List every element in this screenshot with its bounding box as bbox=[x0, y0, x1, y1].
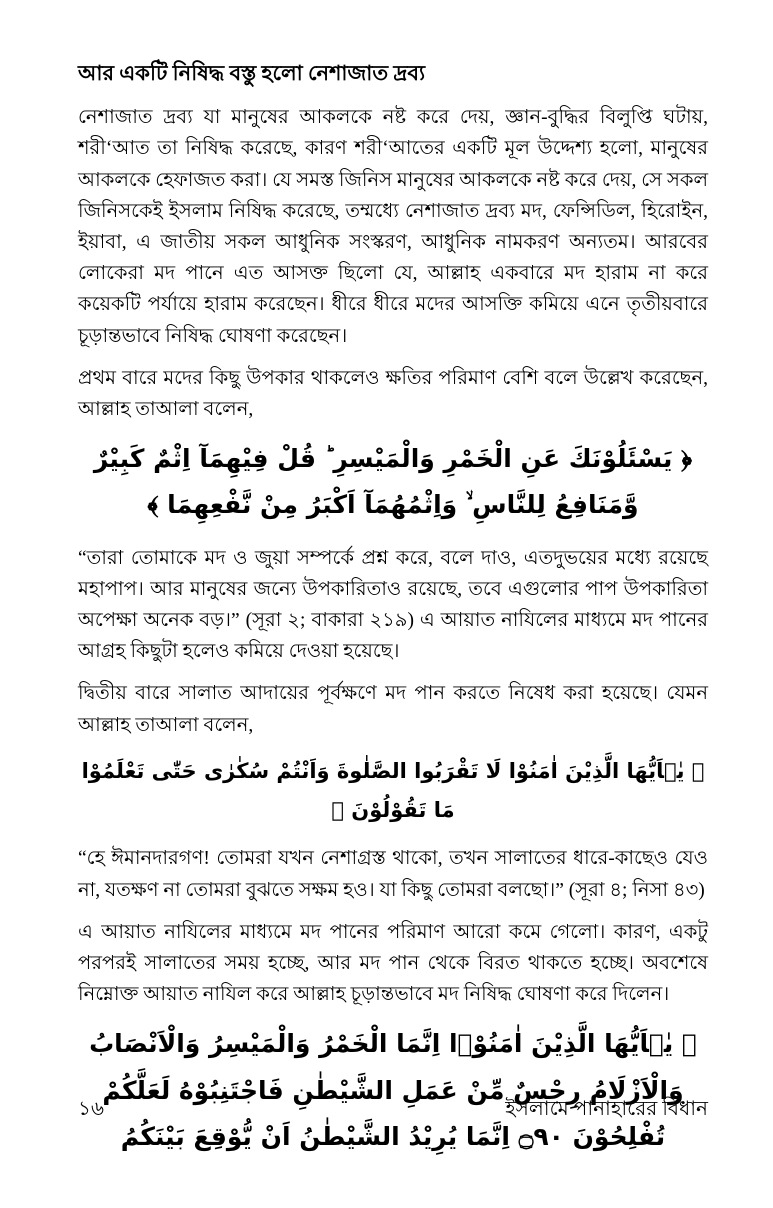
arabic-verse-nisa-43: ﴿ يٰۤاَيُّهَا الَّذِيْنَ اٰمَنُوْا لَا تَقْرَبُوا الصَّلٰوةَ وَاَنْتُمْ سُكٰرٰى حَتّٰى تَعْلَمُوْا مَا تَقُوْلُوْنَ ﴾ bbox=[81, 758, 705, 822]
running-title: ইসলামে পানাহারের বিধান bbox=[505, 1098, 708, 1120]
paragraph-baqarah-translation: “তারা তোমাকে মদ ও জুয়া সম্পর্কে প্রশ্ন করে, বলে দাও, এতদুভয়ের মধ্যে রয়েছে মহাপাপ। আর মানুষের জন্যে উপকারিতাও রয়েছে, তবে এগুলোর পাপ উপকারিতা অপেক্ষা অনেক বড়।” (সূরা ২; বাকারা ২১৯) এ আয়াত নাযিলের মাধ্যমে মদ পানের আগ্রহ কিছুটা হলেও কমিয়ে দেওয়া হয়েছে। bbox=[78, 547, 708, 663]
paragraph-intro: নেশাজাত দ্রব্য যা মানুষের আকলকে নষ্ট করে দেয়, জ্ঞান-বুদ্ধির বিলুপ্তি ঘটায়, শরী‘আত তা নিষিদ্ধ করেছে, কারণ শরী‘আতের একটি মূল উদ্দেশ্য হলো, মানুষের আকলকে হেফাজত করা। যে সমস্ত জিনিস মানুষের আকলকে নষ্ট করে দেয়, সে সকল জিনিসকেই ইসলাম নিষিদ্ধ করেছে, তম্মধ্যে নেশাজাত দ্রব্য মদ, ফেন্সিডিল, হিরোইন, ইয়াবা, এ জাতীয় সকল আধুনিক সংস্করণ, আধুনিক নামকরণ অন্যতম। আরবের লোকেরা মদ পানে এত আসক্ত ছিলো যে, আল্লাহ একবারে মদ হারাম না করে কয়েকটি পর্যায়ে হারাম করেছেন। ধীরে ধীরে মদের আসক্তি কমিয়ে এনে তৃতীয়বারে চূড়ান্তভাবে নিষিদ্ধ ঘোষণা করেছেন। bbox=[78, 107, 708, 347]
page-footer bbox=[78, 1094, 708, 1127]
page-number: ১৬ bbox=[78, 1098, 104, 1120]
section-heading: আর একটি নিষিদ্ধ বস্তু হলো নেশাজাত দ্রব্য bbox=[78, 61, 426, 85]
paragraph-nisa-translation: “হে ঈমানদারগণ! তোমরা যখন নেশাগ্রস্ত থাকো, তখন সালাতের ধারে-কাছেও যেও না, যতক্ষণ না তোমরা বুঝতে সক্ষম হও। যা কিছু তোমরা বলছো।” (সূরা ৪; নিসা ৪৩) bbox=[78, 848, 708, 901]
paragraph-second-stage-lead: দ্বিতীয় বারে সালাত আদায়ের পূর্বক্ষণে মদ পান করতে নিষেধ করা হয়েছে। যেমন আল্লাহ তাআলা বলেন, bbox=[78, 683, 708, 736]
paragraph-first-stage-lead: প্রথম বারে মদের কিছু উপকার থাকলেও ক্ষতির পরিমাণ বেশি বলে উল্লেখ করেছেন, আল্লাহ তাআলা বলেন, bbox=[78, 367, 708, 420]
arabic-verse-baqarah-219: ﴿ يَسْئَلُوْنَكَ عَنِ الْخَمْرِ وَالْمَيْسِرِ ؕ قُلْ فِيْهِمَآ اِثْمٌ كَبِيْرٌ وَّمَنَافِعُ لِلنَّاسِ ۙ وَاِثْمُهُمَآ اَكْبَرُ مِنْ نَّفْعِهِمَا ﴾ bbox=[93, 444, 693, 520]
page-content bbox=[78, 60, 708, 1174]
paragraph-final-stage: এ আয়াত নাযিলের মাধ্যমে মদ পানের পরিমাণ আরো কমে গেলো। কারণ, একটু পরপরই সালাতের সময় হচ্ছে, আর মদ পান থেকে বিরত থাকতে হচ্ছে। অবশেষে নিম্নোক্ত আয়াত নাযিল করে আল্লাহ চূড়ান্তভাবে মদ নিষিদ্ধ ঘোষণা করে দিলেন। bbox=[78, 921, 708, 1006]
arabic-verse-maidah-90-91: ﴿ يٰۤاَيُّهَا الَّذِيْنَ اٰمَنُوْۤا اِنَّمَا الْخَمْرُ وَالْمَيْسِرُ وَالْاَنْصَابُ وَالْاَزْلَامُ رِجْسٌ مِّنْ عَمَلِ الشَّيْطٰنِ فَاجْتَنِبُوْهُ لَعَلَّكُمْ تُفْلِحُوْنَ ۝٩٠ اِنَّمَا يُرِيْدُ الشَّيْطٰنُ اَنْ يُّوْقِعَ بَيْنَكُمُ bbox=[89, 1029, 697, 1151]
